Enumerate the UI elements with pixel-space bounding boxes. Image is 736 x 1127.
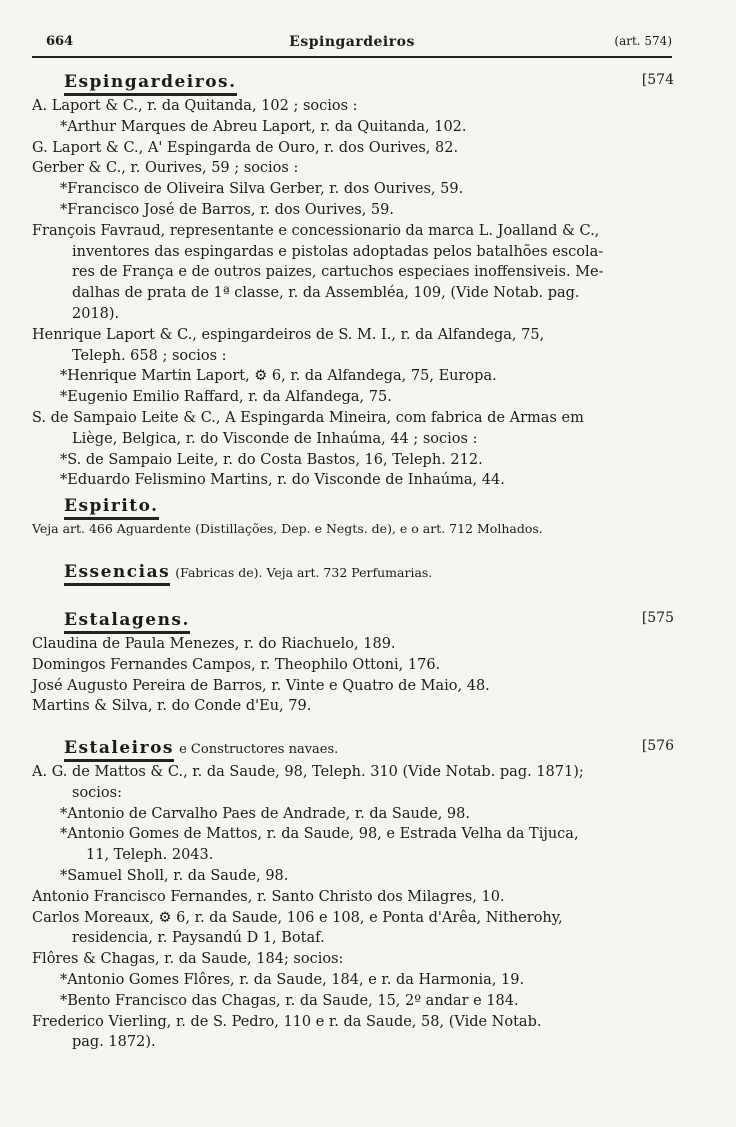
- partner-line: *Antonio de Carvalho Paes de Andrade, r. da Saude, 98.: [60, 805, 470, 822]
- entry: Henrique Laport & C., espingardeiros de S. M. I., r. da Alfandega, 75,: [32, 326, 545, 343]
- section-estaleiros: [32, 738, 674, 1053]
- entry-continuation: Liège, Belgica, r. do Visconde de Inhaúma, 44 ; socios :: [72, 430, 478, 447]
- entry: José Augusto Pereira de Barros, r. Vinte e Quatro de Maio, 48.: [32, 677, 490, 694]
- section-essencias: [32, 562, 674, 586]
- partner-line: *Antonio Gomes de Mattos, r. da Saude, 98, e Estrada Velha da Tijuca,: [60, 826, 579, 843]
- entry-continuation: socios:: [72, 784, 122, 801]
- section-title: Essencias: [64, 562, 170, 586]
- section-espingardeiros: [32, 72, 674, 491]
- partner-line: *Francisco José de Barros, r. dos Ourives, 59.: [60, 201, 394, 218]
- entry: Martins & Silva, r. do Conde d'Eu, 79.: [32, 698, 312, 715]
- partner-line: *Eduardo Felismino Martins, r. do Visconde de Inhaúma, 44.: [60, 472, 505, 489]
- entry: S. de Sampaio Leite & C., A Espingarda Mineira, com fabrica de Armas em: [32, 409, 584, 426]
- entry: A. Laport & C., r. da Quitanda, 102 ; socios :: [32, 98, 358, 114]
- entry: G. Laport & C., A' Espingarda de Ouro, r. dos Ourives, 82.: [32, 139, 459, 156]
- entry: Flôres & Chagas, r. da Saude, 184; socios:: [32, 951, 344, 968]
- article-reference: (art. 574): [614, 34, 672, 48]
- entry: François Favraud, representante e concessionario da marca L. Joalland & C.,: [32, 222, 600, 239]
- section-number: [575: [641, 610, 674, 626]
- section-estalagens: [32, 610, 674, 717]
- page-number: 664: [46, 34, 74, 49]
- partner-line: *Arthur Marques de Abreu Laport, r. da Quitanda, 102.: [60, 118, 467, 135]
- section-number: [576: [641, 738, 674, 754]
- entry-continuation: res de França e de outros paizes, cartuchos especiaes inoffensiveis. Me-: [72, 264, 604, 281]
- running-title: Espingardeiros: [289, 34, 415, 50]
- section-title: Espingardeiros.: [64, 72, 237, 96]
- partner-line: *Francisco de Oliveira Silva Gerber, r. dos Ourives, 59.: [60, 181, 464, 198]
- entry: A. G. de Mattos & C., r. da Saude, 98, Teleph. 310 (Vide Notab. pag. 1871);: [32, 764, 584, 780]
- entry: Gerber & C., r. Ourives, 59 ; socios :: [32, 160, 299, 177]
- partner-line: *Antonio Gomes Flôres, r. da Saude, 184, e r. da Harmonia, 19.: [60, 971, 525, 988]
- section-espirito: [32, 496, 674, 538]
- section-number: [574: [641, 72, 674, 88]
- entry-continuation: inventores das espingardas e pistolas adoptadas pelos batalhões escola-: [72, 243, 604, 260]
- partner-line: *S. de Sampaio Leite, r. do Costa Bastos, 16, Teleph. 212.: [60, 451, 483, 468]
- section-title: Estaleiros: [64, 738, 174, 762]
- entry: Frederico Vierling, r. de S. Pedro, 110 e r. da Saude, 58, (Vide Notab.: [32, 1013, 542, 1030]
- page-header: [32, 34, 672, 54]
- entry: Claudina de Paula Menezes, r. do Riachuelo, 189.: [32, 636, 396, 652]
- entry-continuation: residencia, r. Paysandú D 1, Botaf.: [72, 930, 325, 947]
- partner-line: *Eugenio Emilio Raffard, r. da Alfandega, 75.: [60, 389, 392, 406]
- section-title: Estalagens.: [64, 610, 190, 634]
- cross-reference: Veja art. 466 Aguardente (Distillações, Dep. e Negts. de), e o art. 712 Molhados.: [32, 521, 543, 536]
- header-rule: [32, 56, 672, 58]
- entry-continuation: dalhas de prata de 1ª classe, r. da Assembléa, 109, (Vide Notab. pag.: [72, 285, 580, 302]
- entry-continuation: pag. 1872).: [72, 1034, 156, 1051]
- entry: Carlos Moreaux, ⚙ 6, r. da Saude, 106 e 108, e Ponta d'Arêa, Nitherohy,: [32, 909, 563, 926]
- entry: Antonio Francisco Fernandes, r. Santo Christo dos Milagres, 10.: [32, 888, 505, 905]
- partner-line: *Bento Francisco das Chagas, r. da Saude, 15, 2º andar e 184.: [60, 992, 519, 1009]
- entry-continuation: Teleph. 658 ; socios :: [72, 347, 227, 364]
- entry-continuation: 11, Teleph. 2043.: [86, 847, 214, 864]
- section-title: Espirito.: [64, 496, 159, 520]
- partner-line: *Henrique Martin Laport, ⚙ 6, r. da Alfandega, 75, Europa.: [60, 368, 497, 385]
- partner-line: *Samuel Sholl, r. da Saude, 98.: [60, 867, 289, 884]
- section-subtitle: e Constructores navaes.: [179, 742, 339, 757]
- entry: Domingos Fernandes Campos, r. Theophilo Ottoni, 176.: [32, 656, 441, 673]
- cross-reference: (Fabricas de). Veja art. 732 Perfumarias.: [175, 565, 433, 580]
- entry-continuation: 2018).: [72, 305, 120, 322]
